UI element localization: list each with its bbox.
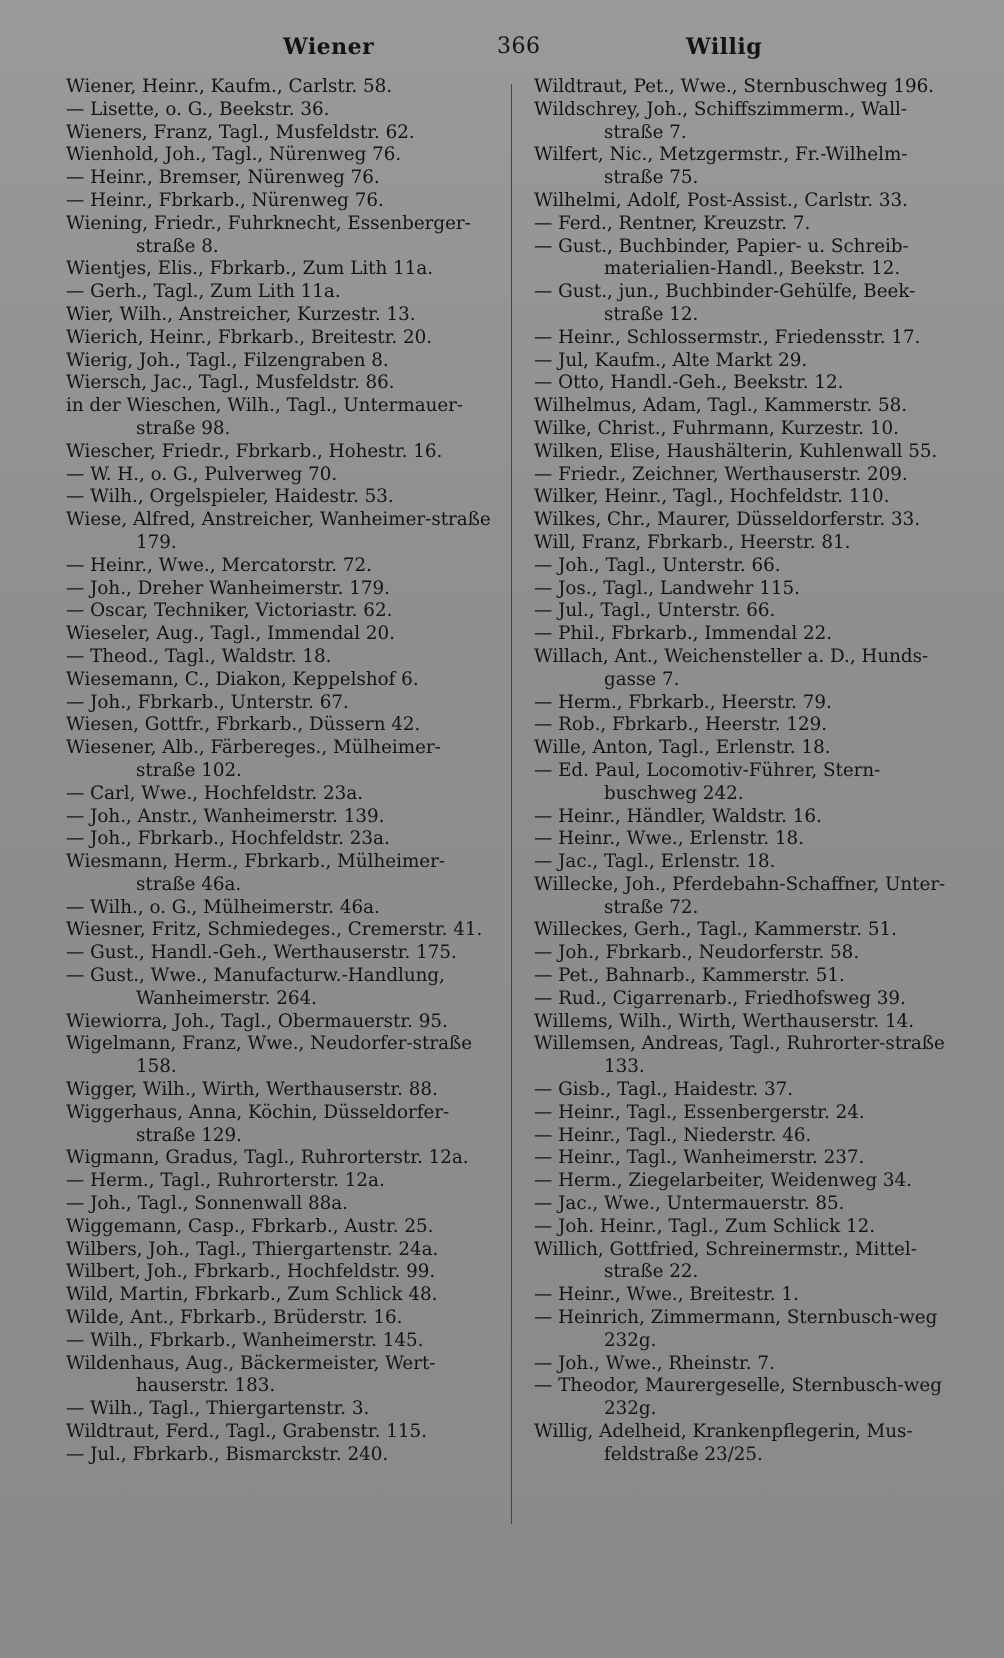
directory-entry: Wiggerhaus, Anna, Köchin, Düsseldorfer-straße 129. <box>66 1101 450 1146</box>
directory-entry: — Joh., Anstr., Wanheimerstr. 139. <box>66 805 385 827</box>
directory-entry: — W. H., o. G., Pulverweg 70. <box>66 463 338 485</box>
directory-entry: — Ed. Paul, Locomotiv-Führer, Stern-buschweg 242. <box>534 759 881 804</box>
directory-entry: Willems, Wilh., Wirth, Werthauserstr. 14. <box>534 1010 915 1032</box>
directory-entry: — Gerh., Tagl., Zum Lith 11a. <box>66 281 341 303</box>
header-last-name: Willig <box>686 34 763 60</box>
directory-entry: Wildtraut, Ferd., Tagl., Grabenstr. 115. <box>66 1421 427 1443</box>
directory-entry: Wierig, Joh., Tagl., Filzengraben 8. <box>66 349 389 371</box>
directory-entry: — Heinr., Fbrkarb., Nürenweg 76. <box>66 189 384 211</box>
directory-entry: Wilbers, Joh., Tagl., Thiergartenstr. 24a. <box>66 1238 439 1260</box>
directory-entry: — Heinr., Wwe., Erlenstr. 18. <box>534 828 805 850</box>
directory-entry: — Herm., Fbrkarb., Heerstr. 79. <box>534 691 832 713</box>
page-number: 366 <box>497 34 541 59</box>
directory-entry: Wildschrey, Joh., Schiffszimmerm., Wall-straße 7. <box>534 98 908 143</box>
directory-entry: — Herm., Tagl., Ruhrorterstr. 12a. <box>66 1170 385 1192</box>
directory-entry: — Herm., Ziegelarbeiter, Weidenweg 34. <box>534 1170 912 1192</box>
directory-entry: — Heinr., Tagl., Essenbergerstr. 24. <box>534 1101 865 1123</box>
directory-entry: Willig, Adelheid, Krankenpflegerin, Mus-feldstraße 23/25. <box>534 1421 913 1465</box>
directory-entry: Wigmann, Gradus, Tagl., Ruhrorterstr. 12a. <box>66 1147 469 1169</box>
directory-entry: Wiesemann, C., Diakon, Keppelshof 6. <box>66 668 419 690</box>
directory-entry: — Jos., Tagl., Landwehr 115. <box>534 577 800 599</box>
directory-entry: — Jul., Tagl., Unterstr. 66. <box>534 600 776 622</box>
directory-entry: Wieners, Franz, Tagl., Musfeldstr. 62. <box>66 121 415 143</box>
left-column <box>66 76 498 1467</box>
directory-entry: — Heinr., Wwe., Breitestr. 1. <box>534 1284 799 1306</box>
directory-entry: Wildtraut, Pet., Wwe., Sternbuschweg 196. <box>534 76 935 97</box>
directory-entry: Wilker, Heinr., Tagl., Hochfeldstr. 110. <box>534 486 890 508</box>
directory-entry: Wild, Martin, Fbrkarb., Zum Schlick 48. <box>66 1284 438 1306</box>
directory-entry: — Jul, Kaufm., Alte Markt 29. <box>534 349 808 371</box>
directory-entry: — Oscar, Techniker, Victoriastr. 62. <box>66 600 393 622</box>
directory-entry: — Gisb., Tagl., Haidestr. 37. <box>534 1079 794 1101</box>
directory-entry: — Joh., Tagl., Unterstr. 66. <box>534 554 781 576</box>
directory-entry: — Joh. Heinr., Tagl., Zum Schlick 12. <box>534 1215 876 1237</box>
directory-entry: Wilfert, Nic., Metzgermstr., Fr.-Wilhelm-straße 75. <box>534 144 908 189</box>
directory-entry: Wier, Wilh., Anstreicher, Kurzestr. 13. <box>66 303 416 325</box>
directory-entry: Wiener, Heinr., Kaufm., Carlstr. 58. <box>66 76 393 97</box>
directory-entry: — Joh., Dreher Wanheimerstr. 179. <box>66 577 390 599</box>
directory-entry: Willemsen, Andreas, Tagl., Ruhrorter-straße 133. <box>534 1033 945 1078</box>
directory-entry: Wilbert, Joh., Fbrkarb., Hochfeldstr. 99. <box>66 1261 436 1283</box>
directory-entry: — Gust., jun., Buchbinder-Gehülfe, Beek-straße 12. <box>534 281 916 325</box>
directory-entry: — Gust., Handl.-Geh., Werthauserstr. 175. <box>66 942 457 964</box>
directory-entry: — Heinr., Tagl., Wanheimerstr. 237. <box>534 1147 865 1169</box>
directory-entry: Wienhold, Joh., Tagl., Nürenweg 76. <box>66 144 402 166</box>
directory-entry: Wilhelmus, Adam, Tagl., Kammerstr. 58. <box>534 395 908 417</box>
directory-entry: Willeckes, Gerh., Tagl., Kammerstr. 51. <box>534 919 897 941</box>
directory-entry: Wilhelmi, Adolf, Post-Assist., Carlstr. 33. <box>534 189 908 211</box>
directory-entry: — Heinr., Tagl., Niederstr. 46. <box>534 1124 812 1146</box>
directory-entry: — Joh., Wwe., Rheinstr. 7. <box>534 1352 775 1374</box>
directory-entry: — Jac., Tagl., Erlenstr. 18. <box>534 851 776 873</box>
directory-entry: — Otto, Handl.-Geh., Beekstr. 12. <box>534 372 844 394</box>
directory-entry: — Heinr., Bremser, Nürenweg 76. <box>66 167 380 189</box>
directory-entry: — Phil., Fbrkarb., Immendal 22. <box>534 623 833 645</box>
directory-entry: Wigelmann, Franz, Wwe., Neudorfer-straße 158. <box>66 1033 473 1078</box>
directory-entry: — Joh., Fbrkarb., Neudorferstr. 58. <box>534 942 860 964</box>
directory-entry: Wiggemann, Casp., Fbrkarb., Austr. 25. <box>66 1215 434 1237</box>
header-first-name: Wiener <box>283 34 375 60</box>
directory-entry: — Wilh., Fbrkarb., Wanheimerstr. 145. <box>66 1329 424 1351</box>
directory-entry: — Heinr., Schlossermstr., Friedensstr. 17. <box>534 326 921 348</box>
right-column <box>534 76 966 1467</box>
directory-entry: Will, Franz, Fbrkarb., Heerstr. 81. <box>534 531 851 553</box>
directory-entry: Wiese, Alfred, Anstreicher, Wanheimer-straße 179. <box>66 509 491 553</box>
directory-entry: — Rob., Fbrkarb., Heerstr. 129. <box>534 714 828 736</box>
directory-entry: Willich, Gottfried, Schreinermstr., Mittel-straße 22. <box>534 1238 917 1283</box>
directory-entry: — Ferd., Rentner, Kreuzstr. 7. <box>534 212 811 234</box>
directory-entry: Wiesmann, Herm., Fbrkarb., Mülheimer-straße 46a. <box>66 851 446 895</box>
directory-entry: Wiesen, Gottfr., Fbrkarb., Düssern 42. <box>66 714 421 736</box>
directory-entry: — Heinr., Händler, Waldstr. 16. <box>534 805 822 827</box>
directory-entry: — Theodor, Maurergeselle, Sternbusch-weg 232g. <box>534 1375 942 1420</box>
directory-entry: — Heinrich, Zimmermann, Sternbusch-weg 232g. <box>534 1307 938 1351</box>
directory-entry: Willach, Ant., Weichensteller a. D., Hunds-gasse 7. <box>534 645 929 690</box>
directory-entry: — Gust., Buchbinder, Papier- u. Schreib-materialien-Handl., Beekstr. 12. <box>534 235 909 280</box>
directory-entry: — Heinr., Wwe., Mercatorstr. 72. <box>66 554 372 576</box>
directory-entry: — Friedr., Zeichner, Werthauserstr. 209. <box>534 463 908 485</box>
directory-entry: Wieseler, Aug., Tagl., Immendal 20. <box>66 623 395 645</box>
directory-entry: Wilde, Ant., Fbrkarb., Brüderstr. 16. <box>66 1307 403 1329</box>
page-header <box>0 34 1004 64</box>
directory-entry: Wilkes, Chr., Maurer, Düsseldorferstr. 33. <box>534 509 921 531</box>
directory-entry: Willecke, Joh., Pferdebahn-Schaffner, Unter-straße 72. <box>534 873 946 918</box>
directory-entry: — Pet., Bahnarb., Kammerstr. 51. <box>534 965 845 987</box>
directory-entry: — Wilh., o. G., Mülheimerstr. 46a. <box>66 896 380 918</box>
directory-entry: Wientjes, Elis., Fbrkarb., Zum Lith 11a. <box>66 258 434 280</box>
directory-entry: — Carl, Wwe., Hochfeldstr. 23a. <box>66 782 364 804</box>
directory-entry: Wildenhaus, Aug., Bäckermeister, Wert-hauserstr. 183. <box>66 1352 436 1397</box>
directory-entry: — Theod., Tagl., Waldstr. 18. <box>66 645 332 667</box>
directory-entry: Wiewiorra, Joh., Tagl., Obermauerstr. 95. <box>66 1010 448 1032</box>
directory-entry: Wiesner, Fritz, Schmiedeges., Cremerstr. 41. <box>66 919 483 941</box>
directory-entry: — Lisette, o. G., Beekstr. 36. <box>66 98 330 120</box>
directory-entry: Wilken, Elise, Haushälterin, Kuhlenwall 55. <box>534 440 938 462</box>
directory-entry: — Joh., Fbrkarb., Unterstr. 67. <box>66 691 349 713</box>
directory-entry: — Rud., Cigarrenarb., Friedhofsweg 39. <box>534 987 906 1009</box>
directory-entry: — Joh., Fbrkarb., Hochfeldstr. 23a. <box>66 828 390 850</box>
directory-entry: Wiersch, Jac., Tagl., Musfeldstr. 86. <box>66 372 395 394</box>
directory-entry: — Joh., Tagl., Sonnenwall 88a. <box>66 1193 348 1215</box>
directory-entry: Wille, Anton, Tagl., Erlenstr. 18. <box>534 737 831 759</box>
directory-entry: in der Wieschen, Wilh., Tagl., Untermauer-straße 98. <box>66 395 464 439</box>
directory-entry: — Wilh., Orgelspieler, Haidestr. 53. <box>66 486 394 508</box>
directory-entry: Wiescher, Friedr., Fbrkarb., Hohestr. 16. <box>66 440 443 462</box>
directory-entry: — Gust., Wwe., Manufacturw.-Handlung, Wanheimerstr. 264. <box>66 965 445 1009</box>
directory-entry: Wierich, Heinr., Fbrkarb., Breitestr. 20. <box>66 326 433 348</box>
directory-entry: Wiening, Friedr., Fuhrknecht, Essenberger-straße 8. <box>66 212 471 257</box>
directory-entry: Wiesener, Alb., Färbereges., Mülheimer-straße 102. <box>66 737 441 781</box>
directory-entry: Wilke, Christ., Fuhrmann, Kurzestr. 10. <box>534 417 899 439</box>
directory-entry: Wigger, Wilh., Wirth, Werthauserstr. 88. <box>66 1079 438 1101</box>
directory-entry: — Jul., Fbrkarb., Bismarckstr. 240. <box>66 1443 389 1465</box>
directory-entry: — Jac., Wwe., Untermauerstr. 85. <box>534 1193 845 1215</box>
column-divider <box>511 84 512 1524</box>
directory-entry: — Wilh., Tagl., Thiergartenstr. 3. <box>66 1398 370 1420</box>
